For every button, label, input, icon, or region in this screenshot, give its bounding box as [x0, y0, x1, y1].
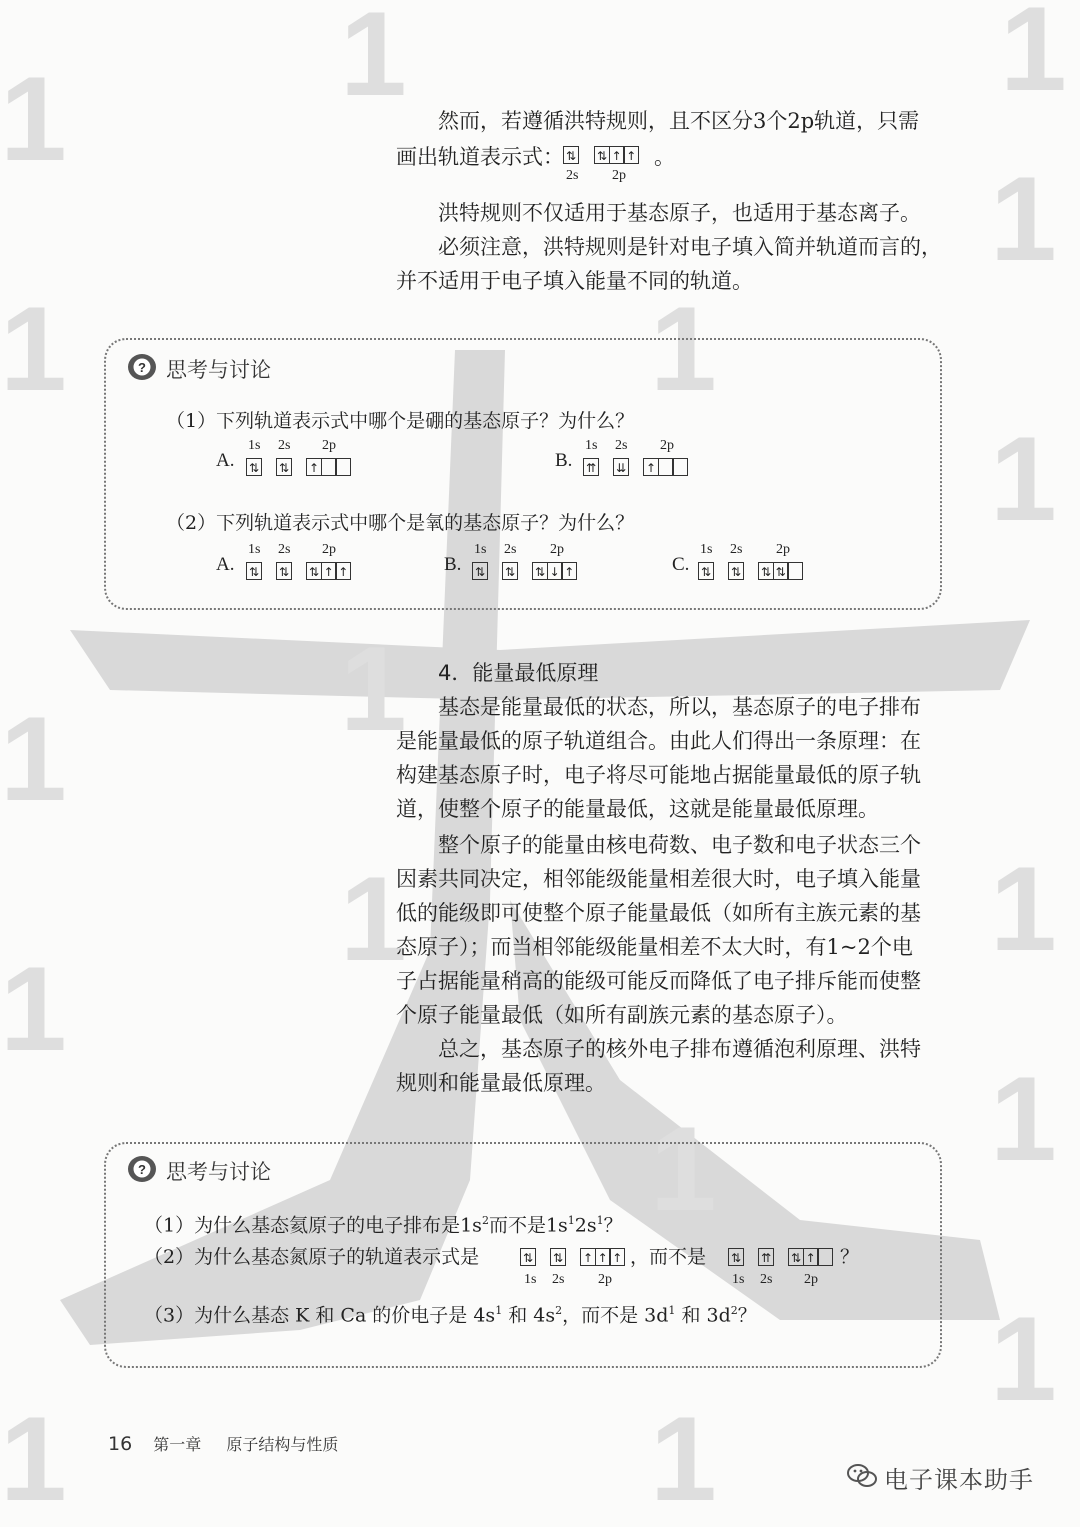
orbital-2p — [758, 562, 802, 580]
discussion-title-2: 思考与讨论 — [166, 1160, 271, 1184]
intro-line-2-suffix: 。 — [654, 145, 675, 169]
svg-text:1: 1 — [340, 0, 407, 121]
svg-text:1: 1 — [990, 412, 1057, 546]
svg-text:1: 1 — [650, 1102, 717, 1236]
orbital-cell: ⇅ — [276, 562, 292, 580]
label-2p: 2p — [660, 438, 674, 453]
discussion-title-1: 思考与讨论 — [166, 358, 271, 382]
svg-text:1: 1 — [0, 282, 67, 416]
orbital-1s — [472, 562, 487, 580]
section-4-p1-line: 基态是能量最低的状态，所以，基态原子的电子排布 — [438, 695, 921, 719]
orbital-cell: ↑ — [580, 1248, 596, 1266]
orbital-cell: ↑ — [643, 458, 659, 476]
label-1s: 1s — [732, 1272, 745, 1287]
orbital-1s — [698, 562, 713, 580]
orbital-cell: ↑ — [609, 1248, 625, 1266]
orbital-2s — [550, 1248, 565, 1266]
orbital-cell: ⇅ — [276, 458, 292, 476]
label-2s: 2s — [760, 1272, 773, 1287]
orbital-cell: ↑ — [321, 562, 337, 580]
orbital-cell: ⇅ — [563, 146, 579, 164]
orbital-cell: ⇅ — [502, 562, 518, 580]
label-2p: 2p — [550, 542, 564, 557]
label-1s: 1s — [248, 542, 261, 557]
brand-text: 电子课本助手 — [884, 1466, 1034, 1494]
orbital-cell: ⇅ — [306, 562, 322, 580]
svg-text:1: 1 — [340, 622, 407, 756]
discussion-icon — [126, 352, 158, 382]
orbital-cell: ↑ — [609, 146, 625, 164]
q3-sup: 2 — [555, 1304, 563, 1317]
discussion-2-question-3 — [144, 1296, 757, 1330]
orbital-cell: ⇅ — [246, 458, 262, 476]
page-footer — [108, 1432, 338, 1455]
discussion-icon — [126, 1154, 158, 1184]
label-2s: 2s — [552, 1272, 565, 1287]
q3-text-a: （3）为什么基态 K 和 Ca 的价电子是 4s — [144, 1304, 496, 1327]
q1-sup: 1 — [596, 1214, 604, 1227]
orbital-cell: ⇈ — [583, 458, 599, 476]
orbital-cell: ↑ — [306, 458, 322, 476]
label-1s: 1s — [524, 1272, 537, 1287]
orbital-cell — [335, 458, 351, 476]
orbital-2p — [643, 458, 687, 476]
orbital-1s — [583, 458, 598, 476]
svg-text:1: 1 — [0, 1392, 67, 1526]
section-4-p2-line: 低的能级即可使整个原子能量最低（如所有主族元素的基 — [396, 901, 921, 925]
orbital-cell: ↑ — [595, 1248, 611, 1266]
discussion-1-question-2: （2）下列轨道表示式中哪个是氧的基态原子？为什么？ — [166, 512, 635, 534]
intro-line-2-text: 画出轨道表示式： — [396, 145, 564, 169]
orbital-cell — [817, 1248, 833, 1266]
option-label: B. — [555, 450, 573, 471]
label-1s: 1s — [474, 542, 487, 557]
option-label: C. — [672, 554, 690, 575]
section-4-p3-line: 规则和能量最低原理。 — [396, 1071, 606, 1095]
chapter-title: 原子结构与性质 — [226, 1435, 339, 1454]
orbital-cell: ⇅ — [472, 562, 488, 580]
orbital-2s — [276, 458, 291, 476]
option-label: A. — [216, 450, 235, 471]
intro-orbital-2s — [563, 146, 578, 164]
orbital-cell: ⇈ — [758, 1248, 774, 1266]
section-4-p1-line: 道，使整个原子的能量最低，这就是能量最低原理。 — [396, 797, 879, 821]
svg-text:?: ? — [138, 1162, 146, 1177]
label-2s: 2s — [730, 542, 743, 557]
discussion-2-question-2-b: ，而不是 — [630, 1246, 707, 1268]
svg-text:1: 1 — [0, 942, 67, 1076]
q1-sup: 1 — [567, 1214, 575, 1227]
intro-line-2 — [396, 140, 564, 174]
q3-text-c: ，而不是 3d — [562, 1304, 669, 1327]
section-4-p2-line: 态原子）；而当相邻能级能量相差不太大时，有1~2个电 — [396, 935, 913, 959]
label-2s: 2s — [504, 542, 517, 557]
q3-text-d: 和 3d — [675, 1304, 731, 1327]
orbital-cell: ⇅ — [550, 1248, 566, 1266]
svg-text:1: 1 — [650, 282, 717, 416]
orbital-cell: ⇅ — [758, 562, 774, 580]
label-2p: 2p — [776, 542, 790, 557]
q3-sup: 2 — [730, 1304, 738, 1317]
q3-sup: 1 — [495, 1304, 503, 1317]
q1-text-b: 而不是1s — [488, 1214, 568, 1237]
svg-text:?: ? — [138, 360, 146, 375]
label-2s: 2s — [615, 438, 628, 453]
label-2s: 2s — [278, 542, 291, 557]
section-4-p3-line: 总之，基态原子的核外电子排布遵循泡利原理、洪特 — [438, 1037, 921, 1061]
q3-text-b: 和 4s — [502, 1304, 556, 1327]
orbital-cell — [787, 562, 803, 580]
orbital-1s — [246, 562, 261, 580]
orbital-2s — [613, 458, 628, 476]
q1-text-a: （1）为什么基态氦原子的电子排布是1s — [144, 1214, 482, 1237]
section-4-p2-line: 整个原子的能量由核电荷数、电子数和电子状态三个 — [438, 833, 921, 857]
orbital-cell: ↑ — [803, 1248, 819, 1266]
orbital-1s — [246, 458, 261, 476]
q1-text-c: 2s — [574, 1214, 597, 1237]
label-2p: 2p — [322, 438, 336, 453]
section-4-p1-line: 构建基态原子时，电子将尽可能地占据能量最低的原子轨 — [396, 763, 921, 787]
q1-sup: 2 — [481, 1214, 489, 1227]
section-4-p2-line: 个原子能量最低（如所有副族元素的基态原子）。 — [396, 1003, 848, 1027]
label-2s: 2s — [278, 438, 291, 453]
discussion-2-question-1 — [144, 1206, 623, 1240]
orbital-cell — [672, 458, 688, 476]
orbital-1s — [520, 1248, 535, 1266]
label-2p: 2p — [598, 1272, 612, 1287]
svg-text:1: 1 — [990, 1292, 1057, 1426]
label-2p: 2p — [322, 542, 336, 557]
svg-text:1: 1 — [990, 1052, 1057, 1186]
wechat-icon — [846, 1462, 878, 1490]
section-4-p2-line: 因素共同决定，相邻能级能量相差很大时，电子填入能量 — [396, 867, 921, 891]
intro-para-3-line-2: 并不适用于电子填入能量不同的轨道。 — [396, 269, 753, 293]
orbital-cell: ↑ — [623, 146, 639, 164]
svg-text:1: 1 — [0, 692, 67, 826]
label-2s: 2s — [566, 168, 579, 183]
svg-text:1: 1 — [0, 52, 67, 186]
orbital-cell: ⇅ — [728, 562, 744, 580]
q1-text-d: ？ — [603, 1214, 623, 1237]
orbital-cell — [321, 458, 337, 476]
orbital-cell: ↑ — [335, 562, 351, 580]
intro-para-3-line-1: 必须注意，洪特规则是针对电子填入简并轨道而言的， — [438, 235, 942, 259]
orbital-2s — [758, 1248, 773, 1266]
orbital-cell — [658, 458, 674, 476]
label-1s: 1s — [700, 542, 713, 557]
discussion-1-question-1: （1）下列轨道表示式中哪个是硼的基态原子？为什么？ — [166, 410, 635, 432]
discussion-2-question-2-c: ？ — [840, 1246, 860, 1268]
label-2p: 2p — [612, 168, 626, 183]
orbital-2p — [306, 562, 350, 580]
svg-text:1: 1 — [990, 152, 1057, 286]
section-4-heading: 4．能量最低原理 — [438, 661, 599, 685]
orbital-2p — [532, 562, 576, 580]
option-label: A. — [216, 554, 235, 575]
orbital-cell: ⇅ — [520, 1248, 536, 1266]
label-2p: 2p — [804, 1272, 818, 1287]
page-number: 16 — [108, 1433, 133, 1455]
intro-para-2: 洪特规则不仅适用于基态原子，也适用于基态离子。 — [438, 201, 921, 225]
svg-text:1: 1 — [990, 842, 1057, 976]
orbital-cell: ↓ — [547, 562, 563, 580]
label-1s: 1s — [248, 438, 261, 453]
chapter-label: 第一章 — [153, 1435, 202, 1454]
label-1s: 1s — [585, 438, 598, 453]
intro-line-1: 然而，若遵循洪特规则，且不区分3个2p轨道，只需 — [438, 109, 920, 133]
svg-text:1: 1 — [1000, 0, 1067, 116]
orbital-2p — [306, 458, 350, 476]
orbital-1s — [728, 1248, 743, 1266]
orbital-cell: ⇅ — [594, 146, 610, 164]
orbital-cell: ⇅ — [773, 562, 789, 580]
orbital-2s — [728, 562, 743, 580]
intro-orbital-2p — [594, 146, 638, 164]
orbital-cell: ↑ — [561, 562, 577, 580]
svg-text:1: 1 — [340, 852, 407, 986]
orbital-cell: ⇅ — [788, 1248, 804, 1266]
section-4-p1-line: 是能量最低的原子轨道组合。由此人们得出一条原理：在 — [396, 729, 921, 753]
q3-sup: 1 — [668, 1304, 676, 1317]
orbital-cell: ⇅ — [728, 1248, 744, 1266]
orbital-2p — [580, 1248, 624, 1266]
orbital-cell: ⇅ — [698, 562, 714, 580]
q3-text-e: ？ — [737, 1304, 757, 1327]
orbital-cell: ⇅ — [532, 562, 548, 580]
svg-text:1: 1 — [650, 1392, 717, 1526]
orbital-cell: ⇅ — [246, 562, 262, 580]
orbital-2s — [276, 562, 291, 580]
orbital-2p — [788, 1248, 832, 1266]
option-label: B. — [444, 554, 462, 575]
discussion-2-question-2-a: （2）为什么基态氮原子的轨道表示式是 — [144, 1246, 480, 1268]
section-4-p2-line: 子占据能量稍高的能级可能反而降低了电子排斥能而使整 — [396, 969, 921, 993]
orbital-cell: ⇊ — [613, 458, 629, 476]
orbital-2s — [502, 562, 517, 580]
